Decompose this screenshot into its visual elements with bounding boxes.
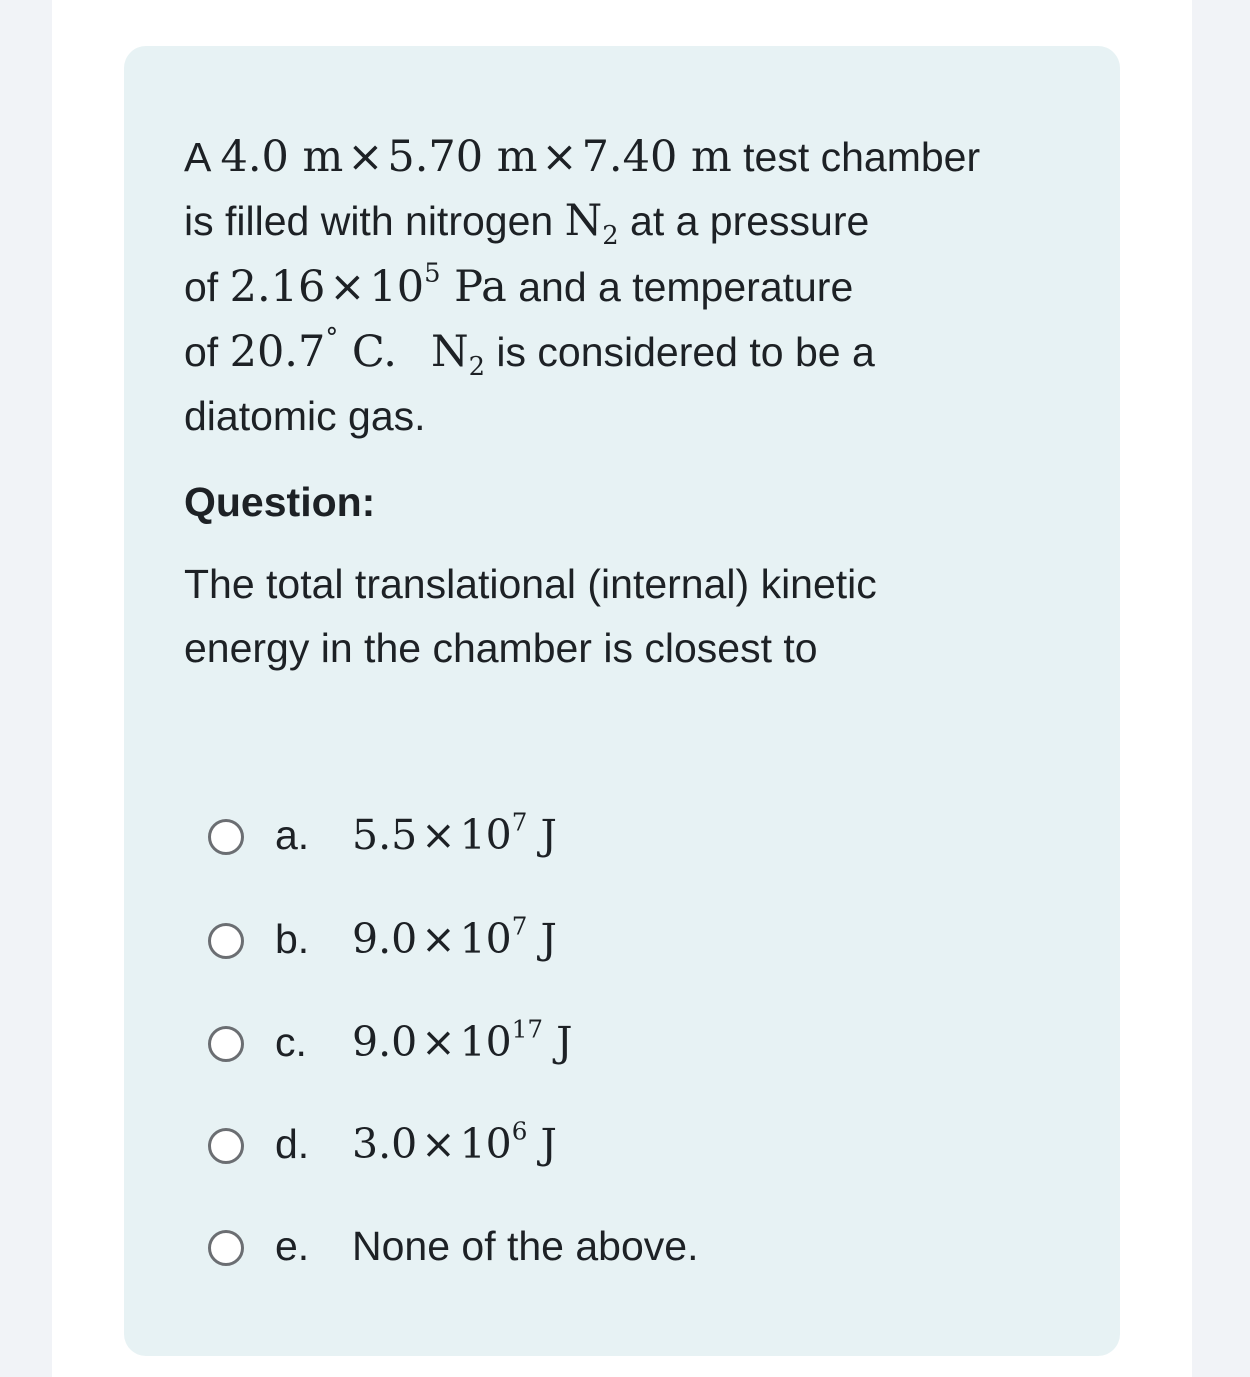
problem-line-5: diatomic gas. [184, 393, 426, 439]
option-value: None of the above. [352, 1223, 699, 1269]
pressure-value [229, 258, 507, 312]
option-letter: e. [275, 1223, 310, 1269]
problem-line-4 [184, 320, 875, 384]
option-unit: J [540, 1120, 557, 1168]
temperature-unit: C. [338, 327, 397, 377]
option-unit: J [556, 1018, 573, 1066]
temperature-number: 20.7 [229, 327, 326, 377]
nitrogen-formula [430, 327, 486, 383]
option-base: 10 [459, 1120, 512, 1168]
page [52, 0, 1192, 1377]
option-exponent: 17 [511, 1014, 544, 1044]
degree-symbol: ° [325, 323, 339, 354]
problem-text: A [184, 134, 221, 180]
option-value [352, 1112, 557, 1176]
option-letter: d. [275, 1121, 310, 1167]
dimension-width: 5.70 m [387, 132, 538, 182]
gas-symbol: N [564, 196, 603, 246]
pressure-unit: Pa [440, 262, 507, 312]
problem-text: at a pressure [618, 198, 870, 244]
pressure-exponent: 5 [424, 258, 441, 289]
gas-subscript: 2 [468, 352, 486, 383]
problem-text: of [184, 329, 230, 375]
option-mantissa: 3.0 [352, 1120, 418, 1168]
option-base: 10 [459, 1018, 512, 1066]
times-symbol: × [329, 262, 366, 312]
option-value [352, 1010, 573, 1074]
pressure-base: 10 [369, 262, 425, 312]
question-card [124, 46, 1120, 1356]
question-heading: Question: [184, 479, 376, 525]
option-letter: b. [275, 916, 310, 962]
option-letter: c. [275, 1019, 307, 1065]
option-b-radio[interactable] [208, 923, 244, 959]
problem-text: test chamber [731, 134, 981, 180]
problem-text: and a temperature [506, 264, 854, 310]
times-symbol: × [347, 132, 384, 182]
problem-text: of [184, 264, 230, 310]
problem-text: is considered to be a [485, 329, 875, 375]
times-symbol: × [421, 915, 456, 963]
nitrogen-formula [564, 196, 619, 252]
option-c-radio[interactable] [208, 1026, 244, 1062]
option-d-radio[interactable] [208, 1128, 244, 1164]
option-base: 10 [459, 915, 512, 963]
option-exponent: 7 [511, 911, 528, 941]
pressure-mantissa: 2.16 [229, 262, 326, 312]
option-value [352, 907, 557, 971]
option-unit: J [540, 915, 557, 963]
question-text [184, 552, 877, 680]
option-mantissa: 9.0 [352, 915, 418, 963]
option-e-radio[interactable] [208, 1230, 244, 1266]
times-symbol: × [541, 132, 578, 182]
question-text-line-1: The total translational (internal) kinetic [184, 561, 877, 607]
option-exponent: 6 [511, 1116, 528, 1146]
option-value [352, 803, 557, 867]
dimension-height: 7.40 m [581, 132, 732, 182]
problem-line-1 [184, 125, 980, 189]
dimension-length: 4.0 m [220, 132, 344, 182]
option-unit: J [540, 811, 557, 859]
gas-symbol: N [430, 327, 469, 377]
temperature-value [229, 323, 397, 377]
option-mantissa: 5.5 [352, 811, 418, 859]
times-symbol: × [421, 1120, 456, 1168]
option-a-radio[interactable] [208, 819, 244, 855]
times-symbol: × [421, 1018, 456, 1066]
problem-line-2 [184, 189, 869, 253]
option-mantissa: 9.0 [352, 1018, 418, 1066]
gas-subscript: 2 [602, 221, 619, 252]
problem-text: is filled with nitrogen [184, 198, 565, 244]
option-letter: a. [275, 812, 310, 858]
problem-line-3 [184, 255, 853, 319]
question-text-line-2: energy in the chamber is closest to [184, 625, 818, 671]
times-symbol: × [421, 811, 456, 859]
option-exponent: 7 [511, 807, 528, 837]
option-base: 10 [459, 811, 512, 859]
